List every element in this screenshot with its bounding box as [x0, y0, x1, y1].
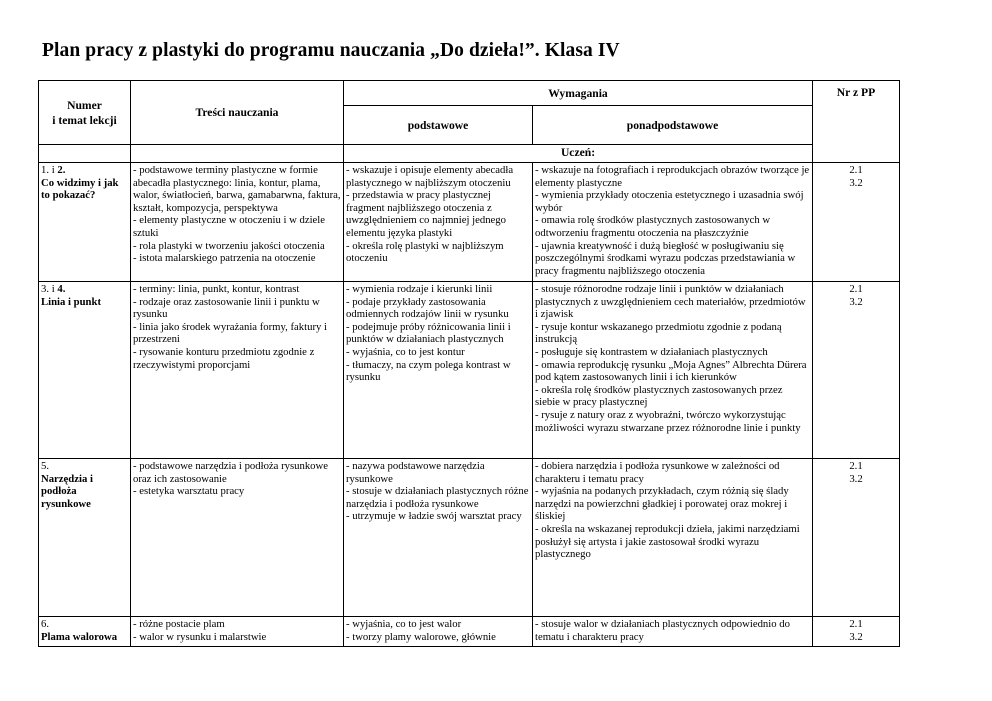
- pp-cell: [813, 617, 900, 647]
- lesson-rows: [39, 163, 900, 647]
- table-row: [39, 282, 900, 459]
- extended-item: - omawia rolę środków plastycznych zastosowanych w odtworzeniu fragmentu otoczenia na płaszczyźnie: [535, 214, 771, 239]
- extended-item: - rysuje kontur wskazanego przedmiotu zgodnie z podaną instrukcją: [535, 320, 782, 346]
- extended-item: - stosuje różnorodne rodzaje linii i punktów w działaniach plastycznych z uwzględnieniem cech materiałów, przedmiotów i zjawisk: [535, 283, 806, 321]
- table-row: [39, 617, 900, 647]
- content-cell: [131, 282, 344, 459]
- content-item: - rodzaje oraz zastosowanie linii i punktu w rysunku: [133, 295, 320, 321]
- lesson-number: 4.: [57, 283, 66, 295]
- pp-number: 3.2: [849, 472, 863, 485]
- lesson-number: 5.: [41, 460, 50, 472]
- pp-cell: [813, 459, 900, 617]
- extended-item: - ujawnia kreatywność i dużą biegłość w posługiwaniu się poszczególnymi środkami wyrazu podczas przedstawiania w pracy fragmentu najbliższego otoczenia: [535, 239, 796, 277]
- content-item: - walor w rysunku i malarstwie: [133, 630, 267, 643]
- basic-item: - wymienia rodzaje i kierunki linii: [346, 283, 493, 295]
- extended-item: - dobiera narzędzia i podłoża rysunkowe w zależności od charakteru i tematu pracy: [535, 460, 780, 485]
- content-item: - terminy: linia, punkt, kontur, kontrast: [133, 283, 300, 295]
- pp-number: 2.1: [849, 283, 863, 295]
- header-requirements: Wymagania: [344, 81, 813, 106]
- lesson-number-sep: . i: [46, 164, 58, 176]
- lesson-number-sep: . i: [46, 283, 58, 295]
- topic-cell: [39, 617, 131, 647]
- extended-item: - wymienia przykłady otoczenia estetycznego i uzasadnia swój wybór: [535, 189, 804, 214]
- lesson-number: 2.: [57, 164, 66, 176]
- content-item: - podstawowe narzędzia i podłoża rysunkowe oraz ich zastosowanie: [133, 460, 328, 485]
- basic-cell: [344, 163, 533, 282]
- pp-number: 2.1: [849, 460, 863, 472]
- header-content: Treści nauczania: [131, 81, 344, 145]
- header-basic: podstawowe: [344, 106, 533, 145]
- pp-number: 3.2: [849, 630, 863, 643]
- extended-cell: [533, 617, 813, 647]
- table-row: [39, 459, 900, 617]
- pp-number: 2.1: [849, 164, 863, 176]
- content-cell: [131, 163, 344, 282]
- basic-cell: [344, 617, 533, 647]
- extended-item: - stosuje walor w działaniach plastycznych odpowiednio do tematu i charakteru pracy: [535, 618, 790, 643]
- topic-cell: [39, 282, 131, 459]
- lesson-topic: Co widzimy i jak to pokazać?: [41, 176, 119, 202]
- lesson-number: 3: [41, 283, 47, 295]
- student-label: Uczeń:: [344, 145, 813, 163]
- pp-number: 3.2: [849, 176, 863, 189]
- header-pp: Nr z PP: [813, 81, 900, 163]
- lesson-topic: Narzędzia i podłoża rysunkowe: [41, 472, 93, 510]
- extended-cell: [533, 163, 813, 282]
- lesson-topic: Linia i punkt: [41, 295, 102, 308]
- content-item: - podstawowe terminy plastyczne w formie abecadła plastycznego: linia, kontur, plama, walor, światłocień, barwa, gamabarwna, faktura, kształt, kompozycja, perspektywa: [133, 164, 341, 214]
- curriculum-table: [38, 80, 900, 647]
- extended-item: - omawia reprodukcję rysunku „Moja Agnes” Albrechta Dürera pod kątem zastosowanych linii i ich kierunków: [535, 358, 807, 384]
- header-topic: Numer i temat lekcji: [39, 81, 131, 145]
- lesson-topic: Plama walorowa: [41, 630, 118, 643]
- extended-item: - posługuje się kontrastem w działaniach plastycznych: [535, 345, 768, 358]
- extended-item: - określa rolę środków plastycznych zastosowanych przez siebie w pracy plastycznej: [535, 383, 783, 409]
- lesson-number: 1: [41, 164, 47, 176]
- header-extended: ponadpodstawowe: [533, 106, 813, 145]
- basic-item: - tworzy plamy walorowe, głównie: [346, 630, 496, 643]
- extended-item: - wskazuje na fotografiach i reprodukcjach obrazów tworzące je elementy plastyczne: [535, 164, 810, 189]
- extended-item: - wyjaśnia na podanych przykładach, czym różnią się ślady narzędzi na powierzchni gładkiej i porowatej oraz mokrej i śliskiej: [535, 485, 789, 523]
- page-title: Plan pracy z plastyki do programu nauczania „Do dzieła!”. Klasa IV: [42, 40, 620, 61]
- basic-item: - wyjaśnia, co to jest walor: [346, 618, 462, 630]
- basic-item: - przedstawia w pracy plastycznej fragment najbliższego otoczenia z uwzględnieniem co najmniej jednego elementu języka plastyki: [346, 189, 506, 239]
- topic-cell: [39, 163, 131, 282]
- pp-cell: [813, 282, 900, 459]
- content-item: - rysowanie konturu przedmiotu zgodnie z rzeczywistymi proporcjami: [133, 345, 315, 371]
- basic-item: - podejmuje próby różnicowania linii i punktów w działaniach plastycznych: [346, 320, 511, 346]
- content-item: - elementy plastyczne w otoczeniu i w dziele sztuki: [133, 214, 325, 239]
- pp-number: 2.1: [849, 618, 863, 630]
- extended-cell: [533, 459, 813, 617]
- content-item: - istota malarskiego patrzenia na otoczenie: [133, 252, 316, 265]
- basic-item: - podaje przykłady zastosowania odmiennych rodzajów linii w rysunku: [346, 295, 509, 321]
- basic-item: - wyjaśnia, co to jest kontur: [346, 345, 465, 358]
- basic-item: - tłumaczy, na czym polega kontrast w rysunku: [346, 358, 511, 384]
- basic-item: - stosuje w działaniach plastycznych różne narzędzia i podłoża rysunkowe: [346, 485, 529, 510]
- pp-number: 3.2: [849, 295, 863, 308]
- table-row: [39, 163, 900, 282]
- content-item: - estetyka warsztatu pracy: [133, 485, 245, 498]
- content-cell: [131, 459, 344, 617]
- basic-cell: [344, 282, 533, 459]
- basic-item: - nazywa podstawowe narzędzia rysunkowe: [346, 460, 485, 485]
- extended-item: - określa na wskazanej reprodukcji dzieła, jakimi narzędziami posłużył się artysta i jakie zastosował środki wyrazu plastycznego: [535, 522, 800, 561]
- content-item: - różne postacie plam: [133, 618, 225, 630]
- extended-cell: [533, 282, 813, 459]
- basic-cell: [344, 459, 533, 617]
- content-item: - linia jako środek wyrażania formy, faktury i przestrzeni: [133, 320, 327, 346]
- lesson-number: 6.: [41, 618, 50, 630]
- pp-cell: [813, 163, 900, 282]
- content-item: - rola plastyki w tworzeniu jakości otoczenia: [133, 239, 325, 252]
- topic-cell: [39, 459, 131, 617]
- extended-item: - rysuje z natury oraz z wyobraźni, twórczo wykorzystując możliwości wyrazu stwarzane przez różnorodne linie i punkty: [535, 408, 801, 434]
- basic-item: - wskazuje i opisuje elementy abecadła plastycznego w najbliższym otoczeniu: [346, 164, 514, 189]
- content-cell: [131, 617, 344, 647]
- basic-item: - określa rolę plastyki w najbliższym otoczeniu: [346, 239, 504, 265]
- basic-item: - utrzymuje w ładzie swój warsztat pracy: [346, 510, 522, 523]
